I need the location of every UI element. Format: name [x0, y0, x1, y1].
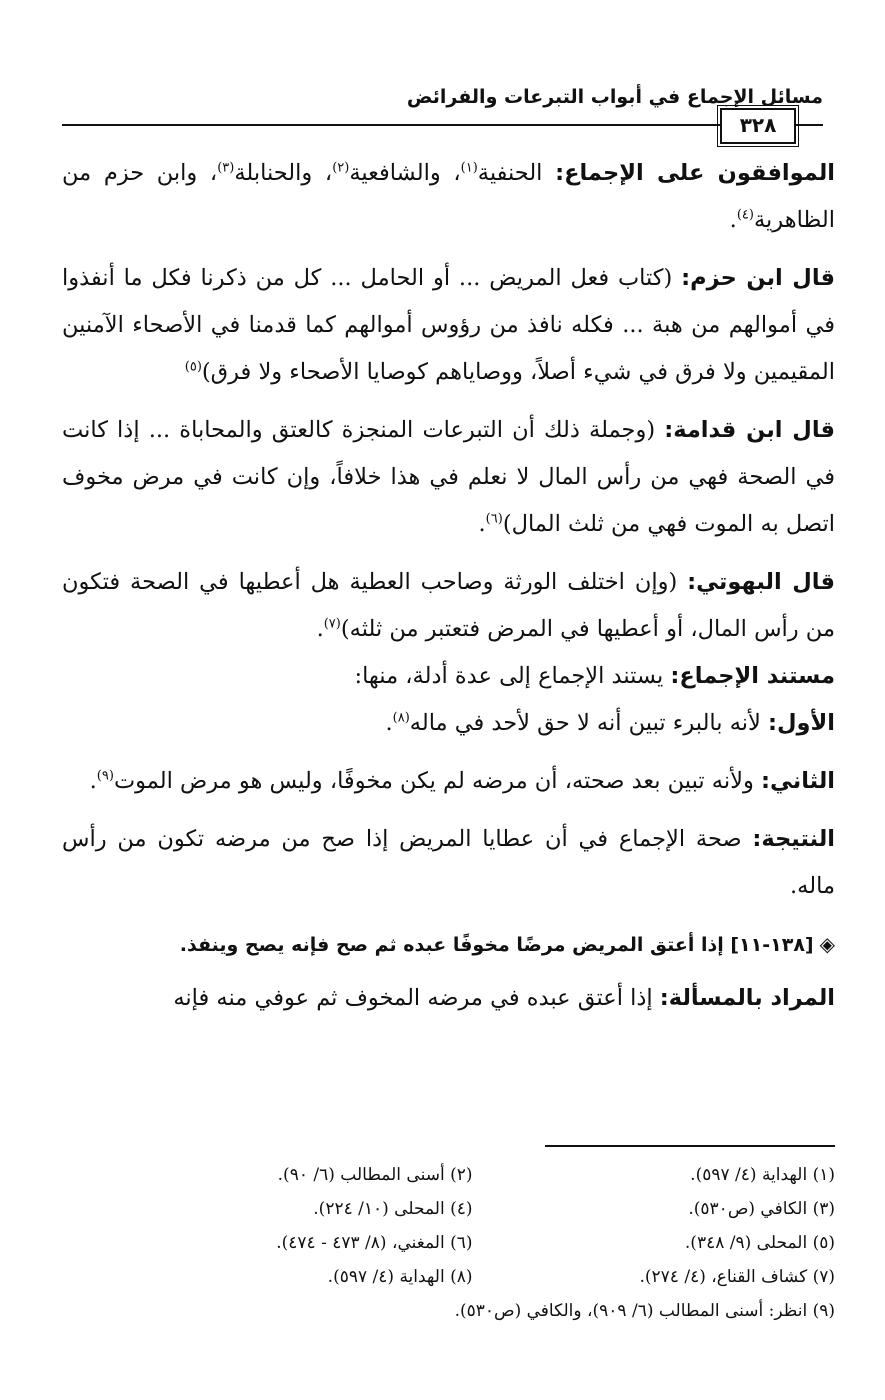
paragraph-first-evidence: [62, 700, 835, 747]
paragraph-lead: مستند الإجماع:: [670, 663, 835, 689]
footnote-ref: (٦): [485, 511, 503, 527]
paragraph-lead: المراد بالمسألة:: [659, 985, 835, 1011]
paragraph-text: ، والحنابلة: [234, 160, 333, 186]
footnote-3: (٣) الكافي (ص٥٣٠).: [688, 1199, 835, 1219]
running-header-title: مسائل الإجماع في أبواب التبرعات والفرائض: [406, 86, 823, 108]
footnote-9: (٩) انظر: أسنى المطالب (٦/ ٩٠٩)، والكافي (ص٥٣٠).: [454, 1301, 835, 1321]
footnote-row: [110, 1158, 835, 1192]
footnote-1: (١) الهداية (٤/ ٥٩٧).: [690, 1165, 835, 1185]
footnote-separator: [545, 1145, 835, 1147]
paragraph-ibn-qudamah-quote: [62, 407, 835, 548]
paragraph-text: الحنفية: [477, 160, 556, 186]
paragraph-text: .: [385, 710, 393, 736]
paragraph-text: لأنه بالبرء تبين أنه لا حق لأحد في ماله: [409, 710, 769, 736]
paragraph-lead: النتيجة:: [752, 826, 835, 852]
footnote-row: [110, 1192, 835, 1226]
paragraph-evidence-intro: [62, 653, 835, 700]
paragraph-lead: قال ابن قدامة:: [664, 417, 835, 443]
page-number: ٣٢٨: [720, 108, 796, 144]
main-text: [62, 150, 835, 1033]
footnote-ref: (٨): [392, 710, 410, 726]
footnote-5: (٥) المحلى (٩/ ٣٤٨).: [684, 1233, 835, 1253]
paragraph-buhuti-quote: [62, 559, 835, 653]
footnote-4: (٤) المحلى (١٠/ ٢٢٤).: [313, 1199, 473, 1219]
footnote-ref: (١): [460, 160, 478, 176]
paragraph-text: .: [316, 616, 324, 642]
diamond-bullet-icon: ◈: [819, 932, 835, 956]
footnote-2: (٢) أسنى المطالب (٦/ ٩٠).: [277, 1165, 473, 1185]
issue-heading-text: [١٣٨-١١] إذا أعتق المريض مرضًا مخوفًا عبده ثم صح فإنه يصح وينفذ.: [179, 934, 814, 956]
footnotes: [110, 1158, 835, 1328]
footnote-ref: (٤): [736, 207, 754, 223]
paragraph-second-evidence: [62, 758, 835, 805]
paragraph-lead: الأول:: [768, 710, 835, 736]
paragraph-lead: الموافقون على الإجماع:: [555, 160, 835, 186]
footnote-row: [110, 1226, 835, 1260]
footnote-ref: (٥): [184, 359, 202, 375]
paragraph-text: ، والشافعية: [349, 160, 461, 186]
footnote-ref: (٢): [332, 160, 350, 176]
paragraph-lead: قال البهوتي:: [687, 569, 835, 595]
paragraph-text: إذا أعتق عبده في مرضه المخوف ثم عوفي منه فإنه: [173, 985, 660, 1011]
paragraph-lead: قال ابن حزم:: [681, 265, 835, 291]
paragraph-ibn-hazm-quote: [62, 255, 835, 396]
header-rule: [62, 124, 823, 126]
paragraph-issue-meaning: [62, 975, 835, 1022]
paragraph-lead: الثاني:: [760, 768, 835, 794]
paragraph-result: [62, 816, 835, 910]
paragraph-text: ، وابن حزم من الظاهرية: [62, 160, 835, 233]
footnote-8: (٨) الهداية (٤/ ٥٩٧).: [327, 1267, 473, 1287]
paragraph-agreeing-scholars: [62, 150, 835, 244]
paragraph-text: يستند الإجماع إلى عدة أدلة، منها:: [354, 663, 671, 689]
paragraph-text: .: [478, 511, 486, 537]
footnote-ref: (٩): [96, 768, 114, 784]
issue-heading: [62, 921, 835, 969]
paragraph-text: ولأنه تبين بعد صحته، أن مرضه لم يكن مخوفًا، وليس هو مرض الموت: [113, 768, 761, 794]
footnote-ref: (٧): [323, 616, 341, 632]
footnote-7: (٧) كشاف القناع، (٤/ ٢٧٤).: [639, 1267, 835, 1287]
paragraph-text: (كتاب فعل المريض ... أو الحامل ... كل من ذكرنا فكل ما أنفذوا في أموالهم من هبة ... فكله نافذ من رؤوس أموالهم كما قدمنا في الأصحاء الآمنين المقيمين ولا فرق في شيء أصلاً، ووصاياهم كوصايا الأصحاء ولا فرق): [62, 265, 835, 385]
paragraph-text: صحة الإجماع في أن عطايا المريض إذا صح من مرضه تكون من رأس ماله.: [62, 826, 835, 899]
footnote-6: (٦) المغني، (٨/ ٤٧٣ - ٤٧٤).: [276, 1233, 473, 1253]
footnote-row: [110, 1260, 835, 1294]
paragraph-text: .: [729, 207, 737, 233]
paragraph-text: .: [89, 768, 97, 794]
paragraph-text: (وإن اختلف الورثة وصاحب العطية هل أعطيها في الصحة فتكون من رأس المال، أو أعطيها في المرض فتعتبر من ثلثه): [62, 569, 835, 642]
paragraph-text: (وجملة ذلك أن التبرعات المنجزة كالعتق والمحاباة ... إذا كانت في الصحة فهي من رأس المال لا نعلم في هذا خلافاً، وإن كانت في مرض مخوف اتصل به الموت فهي من ثلث المال): [62, 417, 835, 537]
footnote-ref: (٣): [217, 160, 235, 176]
